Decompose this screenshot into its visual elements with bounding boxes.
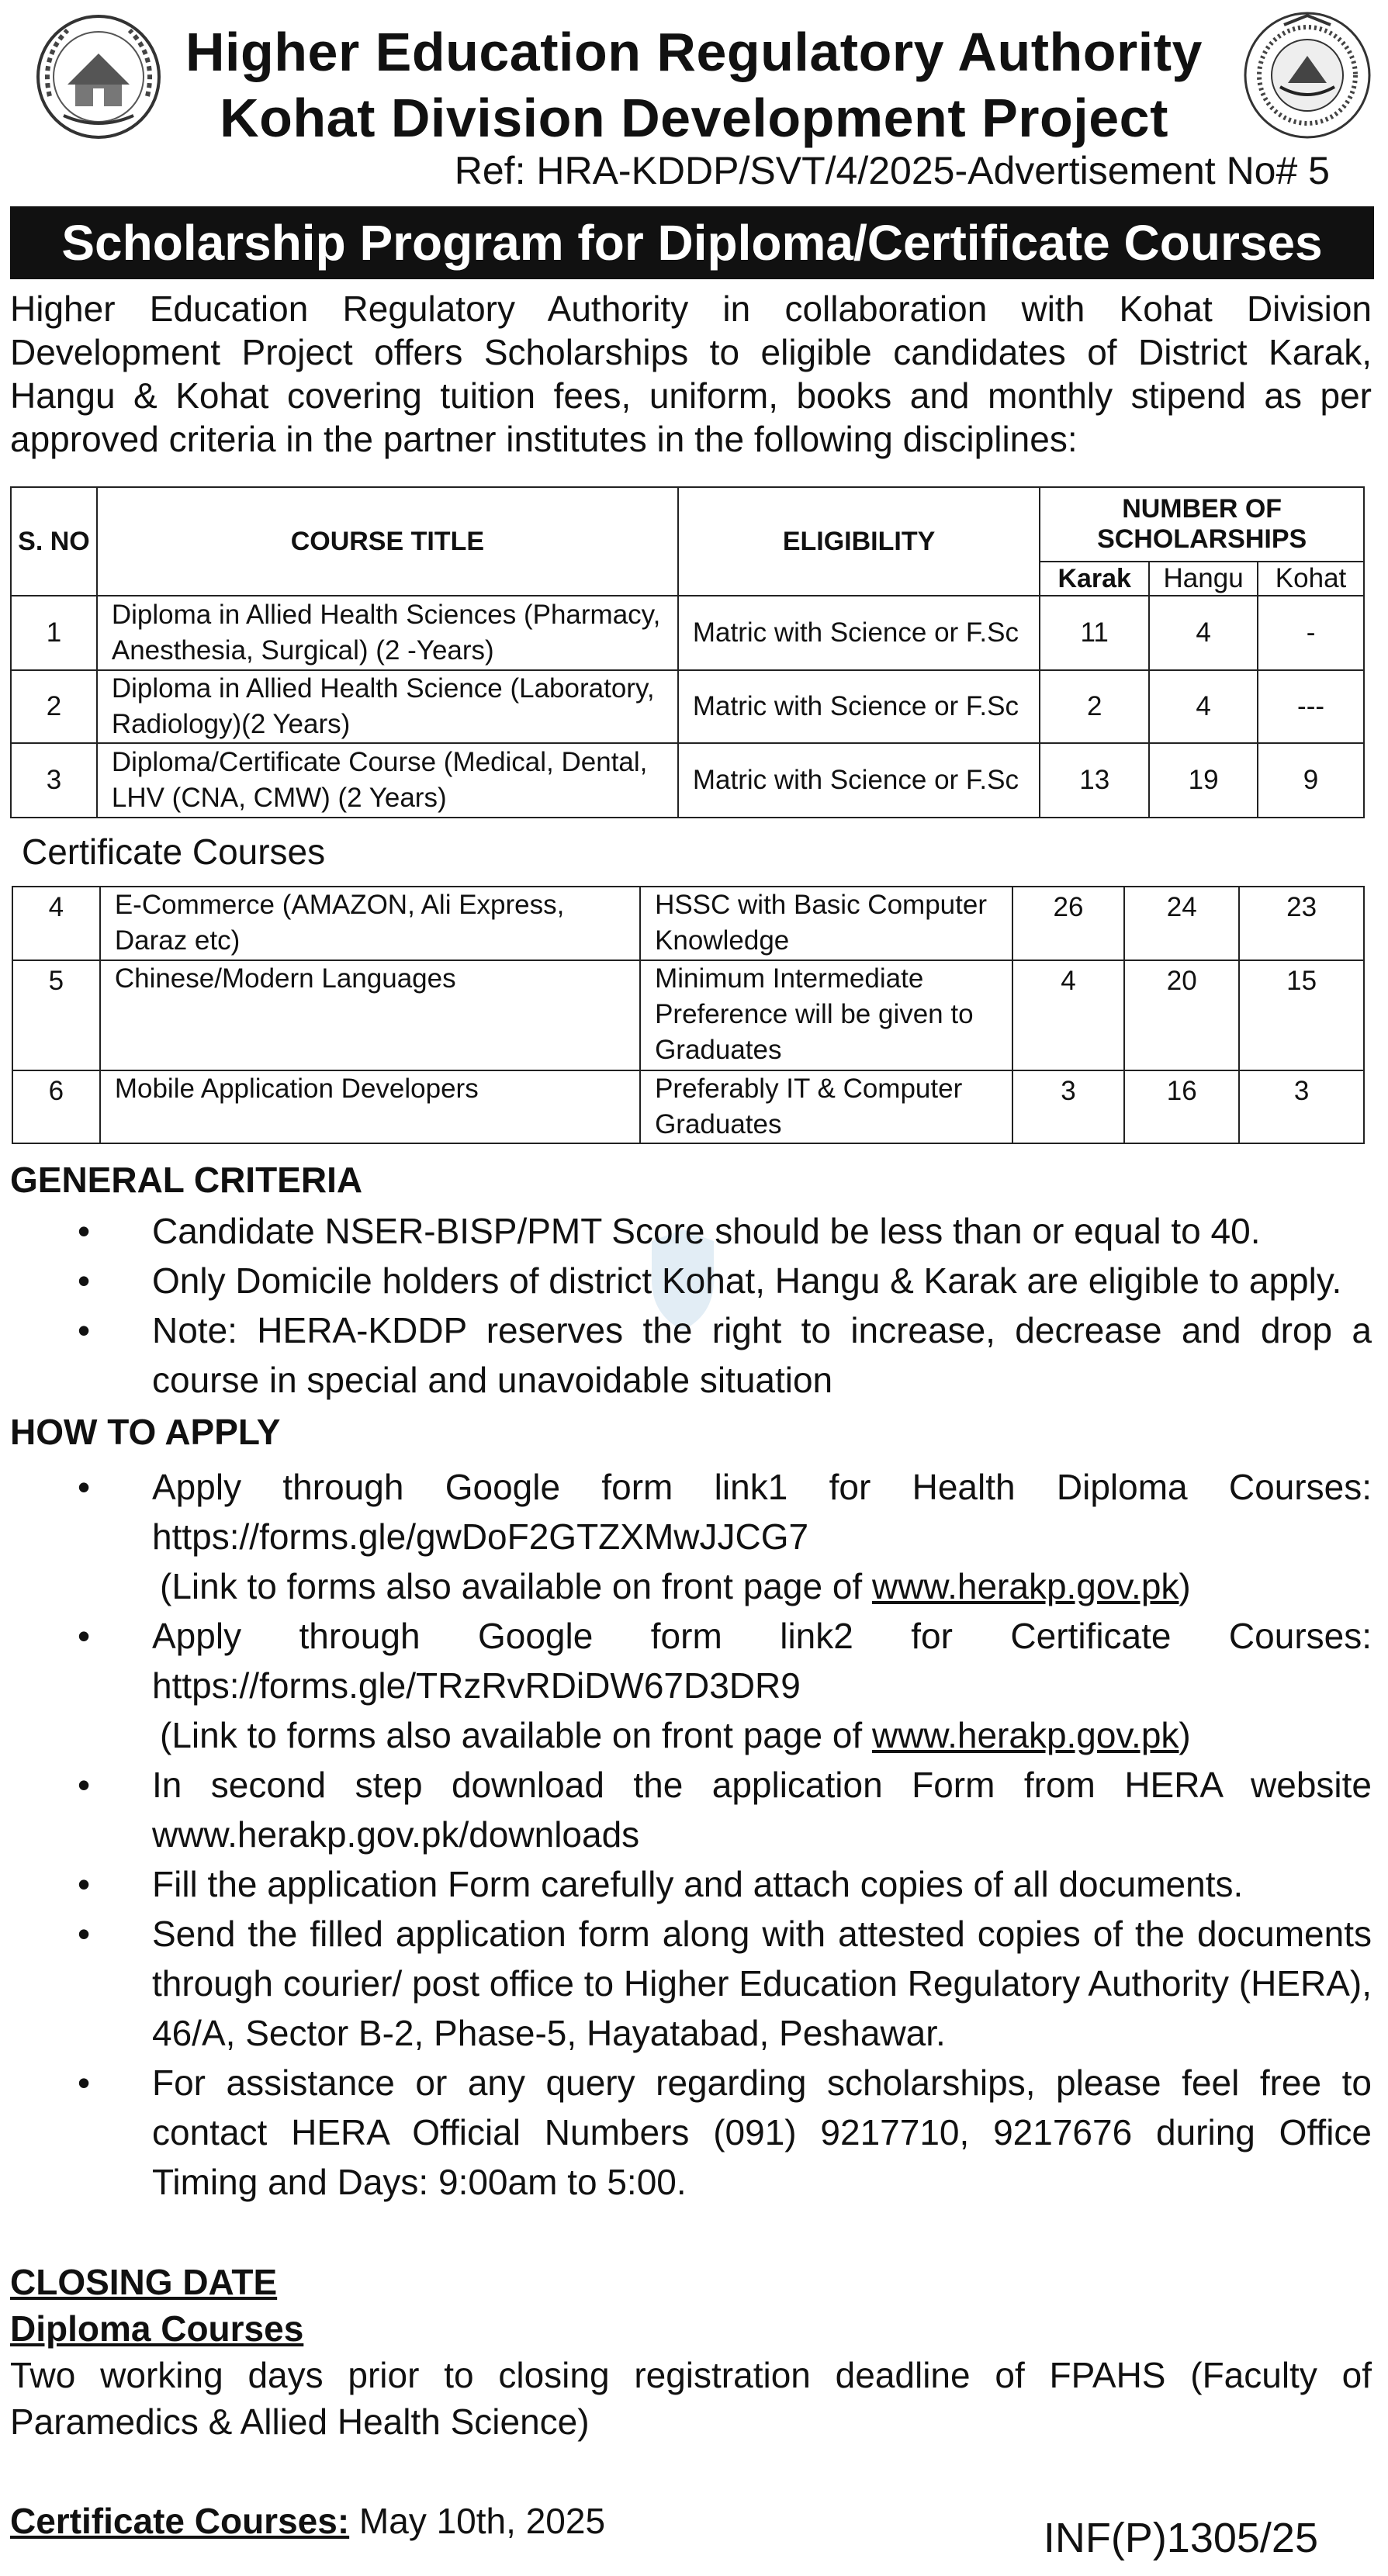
eligibility-cell: Matric with Science or F.Sc <box>678 596 1040 670</box>
diploma-courses-table <box>10 486 1365 818</box>
sno-cell: 1 <box>11 596 97 670</box>
header-sno: S. NO <box>11 487 97 596</box>
criteria-text: Only Domicile holders of district Kohat, Hangu & Karak are eligible to apply. <box>152 1260 1342 1301</box>
karak-cell: 4 <box>1012 960 1125 1070</box>
eligibility-cell: Matric with Science or F.Sc <box>678 743 1040 818</box>
course-cell: Diploma in Allied Health Science (Laboratory, Radiology)(2 Years) <box>97 670 678 743</box>
sno-cell: 4 <box>12 887 100 960</box>
course-cell: E-Commerce (AMAZON, Ali Express, Daraz etc) <box>100 887 640 960</box>
bullet-icon: • <box>78 1616 91 1656</box>
hangu-cell: 4 <box>1149 596 1258 670</box>
inf-code: INF(P)1305/25 <box>1043 2515 1318 2561</box>
apply-step-text: Apply through Google form link1 for Health Diploma Courses: https://forms.gle/gwDoF2GTZXMwJJCG7 <box>152 1467 1372 1557</box>
kohat-cell: - <box>1258 596 1364 670</box>
apply-step-text: Send the filled application form along with attested copies of the documents through courier/ post office to Higher Education Regulatory Authority (HERA), 46/A, Sector B-2, Phase-5, Hayatabad, Peshawar. <box>152 1914 1372 2053</box>
kohat-cell: 15 <box>1239 960 1364 1070</box>
project-title: Kohat Division Development Project <box>220 88 1168 148</box>
general-criteria-heading: GENERAL CRITERIA <box>10 1160 363 1200</box>
apply-step-text: Fill the application Form carefully and attach copies of all documents. <box>152 1864 1244 1904</box>
list-item <box>10 1305 1372 1405</box>
diploma-closing-heading: Diploma Courses <box>10 2308 304 2349</box>
kohat-cell: --- <box>1258 670 1364 743</box>
bullet-icon: • <box>78 1260 91 1301</box>
course-cell: Diploma/Certificate Course (Medical, Dental, LHV (CNA, CMW) (2 Years) <box>97 743 678 818</box>
hera-website-link[interactable]: www.herakp.gov.pk <box>871 1715 1179 1755</box>
hangu-cell: 24 <box>1124 887 1239 960</box>
certificate-courses-heading: Certificate Courses <box>22 832 326 872</box>
link-note: (Link to forms also available on front page of www.herakp.gov.pk) <box>160 1715 1191 1755</box>
intro-paragraph: Higher Education Regulatory Authority in collaboration with Kohat Division Development Project offers Scholarships to eligible candidates of District Karak, Hangu & Kohat covering tuition fees, uniform, books and monthly stipend as per approved criteria in the partner institutes in the following disciplines: <box>10 289 1372 459</box>
list-item <box>10 1256 1372 1305</box>
bullet-icon: • <box>78 1211 91 1251</box>
karak-cell: 11 <box>1040 596 1149 670</box>
karak-cell: 3 <box>1012 1070 1125 1143</box>
kohat-cell: 3 <box>1239 1070 1364 1143</box>
criteria-text: Candidate NSER-BISP/PMT Score should be less than or equal to 40. <box>152 1211 1261 1251</box>
diploma-closing-text: Two working days prior to closing registration deadline of FPAHS (Faculty of Paramedics & Allied Health Science) <box>10 2355 1372 2442</box>
bullet-icon: • <box>78 1310 91 1350</box>
eligibility-cell: HSSC with Basic Computer Knowledge <box>640 887 1012 960</box>
bullet-icon: • <box>78 1765 91 1805</box>
bullet-icon: • <box>78 2063 91 2103</box>
general-criteria-list <box>10 1206 1372 1405</box>
certificate-courses-table <box>12 886 1365 1144</box>
certificate-closing-date: May 10th, 2025 <box>358 2501 606 2541</box>
reference-number: Ref: HRA-KDDP/SVT/4/2025-Advertisement No# 5 <box>454 149 1330 192</box>
list-item <box>10 2058 1372 2207</box>
list-item <box>10 1859 1372 1909</box>
apply-step-text: Apply through Google form link2 for Certificate Courses: https://forms.gle/TRzRvRDiDW67D3DR9 <box>152 1616 1372 1706</box>
list-item <box>10 1909 1372 2058</box>
certificate-closing-label: Certificate Courses: <box>10 2501 350 2541</box>
header-number-of-scholarships: NUMBER OF SCHOLARSHIPS <box>1040 487 1364 562</box>
karak-cell: 2 <box>1040 670 1149 743</box>
table-row <box>12 1070 1364 1143</box>
eligibility-cell: Minimum Intermediate Preference will be given to Graduates <box>640 960 1012 1070</box>
sno-cell: 3 <box>11 743 97 818</box>
hangu-cell: 20 <box>1124 960 1239 1070</box>
how-to-apply-list <box>10 1462 1372 2207</box>
bullet-icon: • <box>78 1914 91 1954</box>
kohat-cell: 9 <box>1258 743 1364 818</box>
list-item <box>10 1760 1372 1859</box>
how-to-apply-heading: HOW TO APPLY <box>10 1412 281 1452</box>
table-row <box>12 887 1364 960</box>
header-course-title: COURSE TITLE <box>97 487 678 596</box>
list-item <box>10 1611 1372 1760</box>
kohat-cell: 23 <box>1239 887 1364 960</box>
header-hangu: Hangu <box>1149 562 1258 596</box>
hera-website-link[interactable]: www.herakp.gov.pk <box>871 1566 1179 1606</box>
list-item <box>10 1206 1372 1256</box>
hangu-cell: 16 <box>1124 1070 1239 1143</box>
course-cell: Mobile Application Developers <box>100 1070 640 1143</box>
program-banner: Scholarship Program for Diploma/Certificate Courses <box>10 206 1374 279</box>
hangu-cell: 4 <box>1149 670 1258 743</box>
header-karak: Karak <box>1040 562 1149 596</box>
header-kohat: Kohat <box>1258 562 1364 596</box>
kp-government-logo-icon <box>1241 9 1373 141</box>
closing-date-section <box>10 2259 1372 2445</box>
table-row <box>12 960 1364 1070</box>
certificate-closing-line <box>10 2498 605 2544</box>
bullet-icon: • <box>78 1864 91 1904</box>
course-cell: Chinese/Modern Languages <box>100 960 640 1070</box>
apply-step-text: For assistance or any query regarding scholarships, please feel free to contact HERA Official Numbers (091) 9217710, 9217676 during Office Timing and Days: 9:00am to 5:00. <box>152 2063 1372 2202</box>
eligibility-cell: Preferably IT & Computer Graduates <box>640 1070 1012 1143</box>
criteria-text: Note: HERA-KDDP reserves the right to increase, decrease and drop a course in special and unavoidable situation <box>152 1310 1372 1400</box>
authority-title: Higher Education Regulatory Authority <box>185 22 1203 82</box>
closing-date-heading: CLOSING DATE <box>10 2262 278 2302</box>
sno-cell: 2 <box>11 670 97 743</box>
header-eligibility: ELIGIBILITY <box>678 487 1040 596</box>
hera-logo-icon <box>33 11 164 143</box>
table-row <box>11 596 1364 670</box>
sno-cell: 5 <box>12 960 100 1070</box>
list-item <box>10 1462 1372 1611</box>
link-note: (Link to forms also available on front page of www.herakp.gov.pk) <box>160 1566 1191 1606</box>
sno-cell: 6 <box>12 1070 100 1143</box>
course-cell: Diploma in Allied Health Sciences (Pharmacy, Anesthesia, Surgical) (2 -Years) <box>97 596 678 670</box>
karak-cell: 13 <box>1040 743 1149 818</box>
apply-step-text: In second step download the application Form from HERA website www.herakp.gov.pk/downloads <box>152 1765 1372 1855</box>
karak-cell: 26 <box>1012 887 1125 960</box>
bullet-icon: • <box>78 1467 91 1507</box>
hangu-cell: 19 <box>1149 743 1258 818</box>
table-row <box>11 743 1364 818</box>
eligibility-cell: Matric with Science or F.Sc <box>678 670 1040 743</box>
table-row <box>11 670 1364 743</box>
